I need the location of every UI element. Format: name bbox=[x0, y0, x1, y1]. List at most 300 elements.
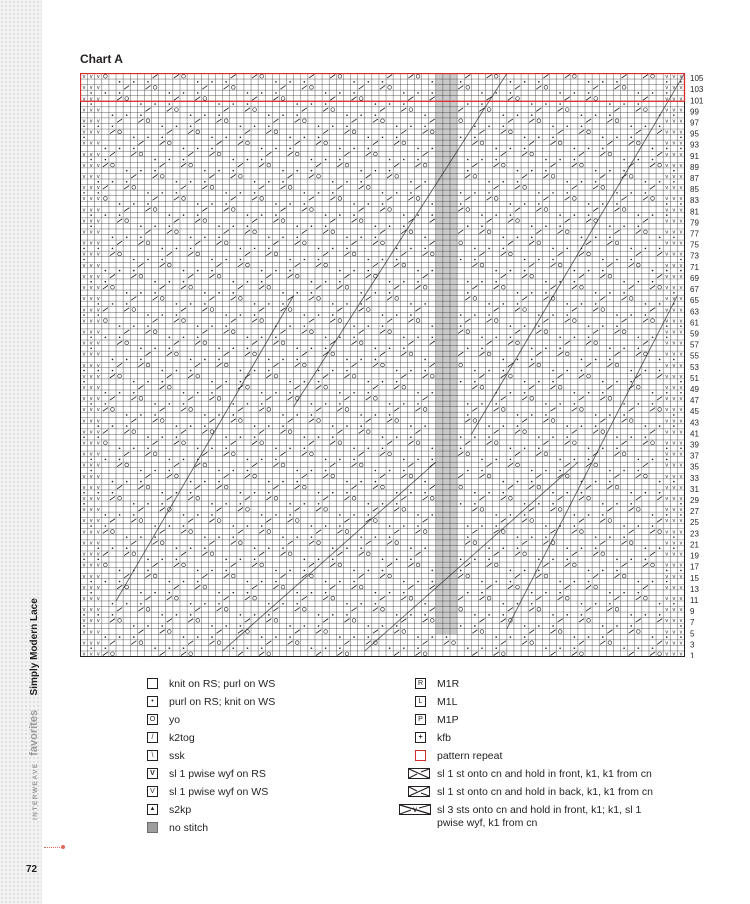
stitch-purl-mark bbox=[574, 270, 576, 272]
stitch-slip-glyph: v bbox=[96, 129, 100, 136]
stitch-purl-mark bbox=[382, 447, 384, 449]
stitch-purl-mark bbox=[574, 281, 576, 283]
stitch-purl-mark bbox=[183, 647, 185, 649]
stitch-purl-mark bbox=[602, 503, 604, 505]
stitch-purl-mark bbox=[403, 336, 405, 338]
stitch-purl-mark bbox=[176, 248, 178, 250]
stitch-slip-glyph: v bbox=[82, 595, 86, 602]
stitch-purl-mark bbox=[638, 592, 640, 594]
stitch-slip-glyph: v bbox=[96, 118, 100, 125]
stitch-purl-mark bbox=[652, 636, 654, 638]
stitch-slip-glyph: v bbox=[679, 129, 683, 136]
stitch-purl-mark bbox=[531, 103, 533, 105]
stitch-slip-glyph: v bbox=[82, 396, 86, 403]
stitch-purl-mark bbox=[638, 403, 640, 405]
stitch-purl-mark bbox=[360, 181, 362, 183]
no-stitch-band bbox=[436, 74, 457, 635]
stitch-purl-mark bbox=[254, 559, 256, 561]
stitch-purl-mark bbox=[417, 270, 419, 272]
stitch-purl-mark bbox=[133, 381, 135, 383]
stitch-purl-mark bbox=[346, 125, 348, 127]
stitch-purl-mark bbox=[623, 536, 625, 538]
stitch-purl-mark bbox=[588, 325, 590, 327]
stitch-purl-mark bbox=[538, 314, 540, 316]
stitch-slip-glyph: v bbox=[665, 651, 669, 658]
stitch-purl-mark bbox=[431, 459, 433, 461]
stitch-purl-mark bbox=[112, 614, 114, 616]
stitch-purl-mark bbox=[169, 581, 171, 583]
stitch-purl-mark bbox=[232, 281, 234, 283]
stitch-slip-glyph: v bbox=[89, 296, 93, 303]
stitch-purl-mark bbox=[474, 370, 476, 372]
stitch-slip-glyph: v bbox=[665, 251, 669, 258]
stitch-purl-mark bbox=[623, 292, 625, 294]
stitch-purl-mark bbox=[588, 581, 590, 583]
stitch-slip-glyph: v bbox=[665, 529, 669, 536]
stitch-purl-mark bbox=[652, 148, 654, 150]
stitch-purl-mark bbox=[225, 503, 227, 505]
stitch-purl-mark bbox=[133, 203, 135, 205]
stitch-purl-mark bbox=[218, 603, 220, 605]
stitch-purl-mark bbox=[602, 259, 604, 261]
stitch-purl-mark bbox=[538, 559, 540, 561]
stitch-purl-mark bbox=[389, 403, 391, 405]
stitch-purl-mark bbox=[126, 481, 128, 483]
stitch-purl-mark bbox=[616, 81, 618, 83]
stitch-purl-mark bbox=[296, 114, 298, 116]
stitch-purl-mark bbox=[531, 536, 533, 538]
stitch-purl-mark bbox=[488, 425, 490, 427]
stitch-purl-mark bbox=[183, 525, 185, 527]
stitch-purl-mark bbox=[126, 603, 128, 605]
stitch-purl-mark bbox=[332, 181, 334, 183]
stitch-purl-mark bbox=[460, 81, 462, 83]
stitch-purl-mark bbox=[296, 470, 298, 472]
row-label: 49 bbox=[690, 384, 699, 394]
stitch-purl-mark bbox=[183, 459, 185, 461]
stitch-purl-mark bbox=[126, 303, 128, 305]
stitch-slip-glyph: v bbox=[679, 229, 683, 236]
stitch-purl-mark bbox=[666, 636, 668, 638]
stitch-purl-mark bbox=[325, 92, 327, 94]
stitch-purl-mark bbox=[680, 203, 682, 205]
stitch-purl-mark bbox=[275, 392, 277, 394]
stitch-slip-glyph: v bbox=[82, 373, 86, 380]
stitch-slip-glyph: v bbox=[672, 473, 676, 480]
stitch-purl-mark bbox=[147, 447, 149, 449]
stitch-purl-mark bbox=[673, 181, 675, 183]
stitch-slip-glyph: v bbox=[679, 484, 683, 491]
stitch-purl-mark bbox=[680, 381, 682, 383]
stitch-purl-mark bbox=[524, 81, 526, 83]
stitch-slip-glyph: v bbox=[679, 440, 683, 447]
stitch-purl-mark bbox=[503, 547, 505, 549]
stitch-slip-glyph: v bbox=[679, 262, 683, 269]
stitch-slip-glyph: v bbox=[89, 451, 93, 458]
stitch-purl-mark bbox=[602, 381, 604, 383]
stitch-purl-mark bbox=[190, 125, 192, 127]
stitch-purl-mark bbox=[296, 481, 298, 483]
stitch-purl-mark bbox=[552, 314, 554, 316]
stitch-purl-mark bbox=[339, 281, 341, 283]
stitch-purl-mark bbox=[524, 381, 526, 383]
stitch-purl-mark bbox=[133, 625, 135, 627]
stitch-purl-mark bbox=[403, 92, 405, 94]
stitch-purl-mark bbox=[268, 181, 270, 183]
stitch-purl-mark bbox=[609, 359, 611, 361]
stitch-slip-glyph: v bbox=[89, 140, 93, 147]
stitch-purl-mark bbox=[538, 625, 540, 627]
stitch-purl-mark bbox=[531, 292, 533, 294]
stitch-slip-glyph: v bbox=[665, 240, 669, 247]
stitch-purl-mark bbox=[147, 503, 149, 505]
stitch-purl-mark bbox=[254, 192, 256, 194]
stitch-purl-mark bbox=[126, 359, 128, 361]
stitch-purl-mark bbox=[474, 137, 476, 139]
stitch-slip-glyph: v bbox=[82, 518, 86, 525]
stitch-slip-glyph: v bbox=[82, 140, 86, 147]
stitch-purl-mark bbox=[552, 503, 554, 505]
stitch-purl-mark bbox=[559, 581, 561, 583]
stitch-purl-mark bbox=[353, 392, 355, 394]
stitch-purl-mark bbox=[481, 281, 483, 283]
stitch-slip-glyph: v bbox=[89, 251, 93, 258]
stitch-slip-glyph: v bbox=[672, 107, 676, 114]
stitch-slip-glyph: v bbox=[679, 340, 683, 347]
stitch-purl-mark bbox=[602, 514, 604, 516]
stitch-purl-mark bbox=[367, 503, 369, 505]
stitch-slip-glyph: v bbox=[82, 296, 86, 303]
stitch-slip-glyph: v bbox=[679, 251, 683, 258]
stitch-purl-mark bbox=[495, 214, 497, 216]
stitch-slip-glyph: v bbox=[82, 651, 86, 658]
stitch-purl-mark bbox=[304, 192, 306, 194]
stitch-slip-glyph: v bbox=[665, 296, 669, 303]
stitch-slip-glyph: v bbox=[665, 262, 669, 269]
stitch-purl-mark bbox=[389, 348, 391, 350]
stitch-purl-mark bbox=[190, 614, 192, 616]
stitch-purl-mark bbox=[467, 414, 469, 416]
stitch-purl-mark bbox=[588, 214, 590, 216]
stitch-purl-mark bbox=[595, 303, 597, 305]
stitch-purl-mark bbox=[332, 370, 334, 372]
stitch-purl-mark bbox=[666, 81, 668, 83]
stitch-purl-mark bbox=[332, 547, 334, 549]
stitch-purl-mark bbox=[126, 292, 128, 294]
stitch-purl-mark bbox=[581, 614, 583, 616]
stitch-purl-mark bbox=[609, 592, 611, 594]
stitch-purl-mark bbox=[424, 114, 426, 116]
stitch-slip-glyph: v bbox=[96, 451, 100, 458]
stitch-purl-mark bbox=[609, 481, 611, 483]
stitch-purl-mark bbox=[119, 81, 121, 83]
stitch-purl-mark bbox=[545, 292, 547, 294]
stitch-slip-glyph: v bbox=[679, 507, 683, 514]
stitch-purl-mark bbox=[218, 348, 220, 350]
stitch-purl-mark bbox=[474, 614, 476, 616]
stitch-purl-mark bbox=[403, 281, 405, 283]
stitch-purl-mark bbox=[545, 592, 547, 594]
stitch-purl-mark bbox=[247, 336, 249, 338]
stitch-purl-mark bbox=[396, 503, 398, 505]
stitch-slip-glyph: v bbox=[82, 529, 86, 536]
stitch-purl-mark bbox=[325, 581, 327, 583]
stitch-purl-mark bbox=[552, 192, 554, 194]
stitch-purl-mark bbox=[481, 581, 483, 583]
stitch-slip-glyph: v bbox=[82, 329, 86, 336]
stitch-slip-glyph: v bbox=[82, 507, 86, 514]
stitch-purl-mark bbox=[673, 414, 675, 416]
stitch-slip-glyph: v bbox=[665, 496, 669, 503]
stitch-purl-mark bbox=[247, 281, 249, 283]
stitch-purl-mark bbox=[304, 570, 306, 572]
stitch-purl-mark bbox=[105, 525, 107, 527]
stitch-purl-mark bbox=[602, 81, 604, 83]
stitch-purl-mark bbox=[161, 137, 163, 139]
stitch-purl-mark bbox=[488, 125, 490, 127]
stitch-purl-mark bbox=[154, 159, 156, 161]
stitch-purl-mark bbox=[552, 625, 554, 627]
knit-square-icon bbox=[147, 678, 158, 689]
stitch-purl-mark bbox=[431, 81, 433, 83]
stitch-purl-mark bbox=[161, 314, 163, 316]
stitch-purl-mark bbox=[339, 581, 341, 583]
stitch-purl-mark bbox=[83, 248, 85, 250]
stitch-purl-mark bbox=[126, 425, 128, 427]
stitch-purl-mark bbox=[275, 336, 277, 338]
stitch-purl-mark bbox=[339, 336, 341, 338]
stitch-purl-mark bbox=[268, 547, 270, 549]
stitch-purl-mark bbox=[190, 603, 192, 605]
row-label: 41 bbox=[690, 429, 699, 439]
stitch-slip-glyph: v bbox=[96, 351, 100, 358]
row-label: 37 bbox=[690, 451, 699, 461]
stitch-purl-mark bbox=[424, 125, 426, 127]
stitch-purl-mark bbox=[126, 114, 128, 116]
stitch-purl-mark bbox=[346, 236, 348, 238]
stitch-purl-mark bbox=[460, 625, 462, 627]
stitch-purl-mark bbox=[318, 381, 320, 383]
stitch-purl-mark bbox=[510, 148, 512, 150]
stitch-slip-glyph: v bbox=[679, 451, 683, 458]
stitch-purl-mark bbox=[311, 403, 313, 405]
stitch-slip-glyph: v bbox=[96, 429, 100, 436]
stitch-purl-mark bbox=[83, 614, 85, 616]
stitch-purl-mark bbox=[389, 470, 391, 472]
stitch-purl-mark bbox=[595, 114, 597, 116]
stitch-purl-mark bbox=[211, 447, 213, 449]
stitch-purl-mark bbox=[559, 403, 561, 405]
row-label: 17 bbox=[690, 562, 699, 572]
stitch-slip-glyph: v bbox=[89, 473, 93, 480]
stitch-purl-mark bbox=[531, 592, 533, 594]
stitch-purl-mark bbox=[204, 536, 206, 538]
stitch-purl-mark bbox=[652, 647, 654, 649]
stitch-purl-mark bbox=[176, 192, 178, 194]
stitch-slip-glyph: v bbox=[665, 340, 669, 347]
stitch-purl-mark bbox=[616, 259, 618, 261]
brand-name: INTERWEAVE bbox=[32, 762, 39, 820]
stitch-slip-glyph: v bbox=[665, 584, 669, 591]
stitch-purl-mark bbox=[346, 303, 348, 305]
stitch-purl-mark bbox=[275, 636, 277, 638]
stitch-purl-mark bbox=[623, 159, 625, 161]
stitch-purl-mark bbox=[417, 148, 419, 150]
stitch-purl-mark bbox=[119, 447, 121, 449]
stitch-slip-glyph: v bbox=[82, 240, 86, 247]
stitch-purl-mark bbox=[503, 481, 505, 483]
stitch-slip-glyph: v bbox=[82, 440, 86, 447]
stitch-purl-mark bbox=[147, 81, 149, 83]
stitch-purl-mark bbox=[275, 459, 277, 461]
stitch-purl-mark bbox=[304, 203, 306, 205]
cable-three-icon bbox=[399, 804, 431, 815]
stitch-purl-mark bbox=[112, 359, 114, 361]
stitch-slip-glyph: v bbox=[89, 429, 93, 436]
stitch-purl-mark bbox=[83, 259, 85, 261]
stitch-slip-glyph: v bbox=[96, 484, 100, 491]
stitch-purl-mark bbox=[417, 392, 419, 394]
stitch-purl-mark bbox=[161, 248, 163, 250]
row-label: 23 bbox=[690, 529, 699, 539]
stitch-slip-glyph: v bbox=[82, 185, 86, 192]
stitch-purl-mark bbox=[176, 303, 178, 305]
stitch-purl-mark bbox=[176, 125, 178, 127]
stitch-purl-mark bbox=[375, 359, 377, 361]
row-label: 13 bbox=[690, 584, 699, 594]
stitch-purl-mark bbox=[673, 536, 675, 538]
stitch-purl-mark bbox=[616, 325, 618, 327]
stitch-purl-mark bbox=[467, 170, 469, 172]
stitch-purl-mark bbox=[595, 236, 597, 238]
stitch-purl-mark bbox=[218, 414, 220, 416]
stitch-purl-mark bbox=[360, 547, 362, 549]
stitch-purl-mark bbox=[311, 103, 313, 105]
stitch-purl-mark bbox=[638, 92, 640, 94]
stitch-purl-mark bbox=[282, 547, 284, 549]
stitch-purl-mark bbox=[410, 547, 412, 549]
m1l-icon: L bbox=[415, 696, 426, 707]
stitch-purl-mark bbox=[645, 492, 647, 494]
stitch-purl-mark bbox=[204, 603, 206, 605]
cable-three-label: sl 3 sts onto cn and hold in front, k1; k1, sl 1 pwise wyf, k1 from cn bbox=[437, 804, 642, 829]
stitch-slip-glyph: v bbox=[89, 407, 93, 414]
stitch-purl-mark bbox=[90, 103, 92, 105]
stitch-purl-mark bbox=[289, 137, 291, 139]
stitch-purl-mark bbox=[211, 503, 213, 505]
stitch-purl-mark bbox=[225, 314, 227, 316]
stitch-purl-mark bbox=[566, 614, 568, 616]
stitch-purl-mark bbox=[659, 248, 661, 250]
stitch-purl-mark bbox=[524, 503, 526, 505]
stitch-slip-glyph: v bbox=[89, 573, 93, 580]
stitch-purl-mark bbox=[346, 481, 348, 483]
stitch-purl-mark bbox=[524, 203, 526, 205]
stitch-slip-glyph: v bbox=[665, 140, 669, 147]
stitch-purl-mark bbox=[424, 481, 426, 483]
stitch-slip-glyph: v bbox=[96, 384, 100, 391]
stitch-purl-mark bbox=[190, 303, 192, 305]
row-label: 51 bbox=[690, 373, 699, 383]
stitch-purl-mark bbox=[332, 559, 334, 561]
stitch-slip-glyph: v bbox=[665, 307, 669, 314]
stitch-purl-mark bbox=[225, 192, 227, 194]
stitch-purl-mark bbox=[574, 581, 576, 583]
cable-front-icon bbox=[408, 768, 430, 779]
stitch-slip-glyph: v bbox=[672, 218, 676, 225]
stitch-purl-mark bbox=[311, 525, 313, 527]
stitch-purl-mark bbox=[311, 470, 313, 472]
stitch-purl-mark bbox=[503, 492, 505, 494]
stitch-purl-mark bbox=[510, 459, 512, 461]
stitch-purl-mark bbox=[119, 325, 121, 327]
stitch-purl-mark bbox=[495, 514, 497, 516]
stitch-purl-mark bbox=[133, 447, 135, 449]
stitch-purl-mark bbox=[623, 525, 625, 527]
stitch-purl-mark bbox=[133, 259, 135, 261]
stitch-purl-mark bbox=[268, 370, 270, 372]
stitch-purl-mark bbox=[311, 292, 313, 294]
stitch-slip-glyph: v bbox=[679, 640, 683, 647]
stitch-purl-mark bbox=[261, 647, 263, 649]
row-label: 65 bbox=[690, 296, 699, 306]
stitch-purl-mark bbox=[623, 103, 625, 105]
stitch-purl-mark bbox=[431, 581, 433, 583]
stitch-purl-mark bbox=[424, 370, 426, 372]
stitch-slip-glyph: v bbox=[665, 207, 669, 214]
stitch-slip-glyph: v bbox=[679, 96, 683, 103]
stitch-purl-mark bbox=[638, 581, 640, 583]
stitch-purl-mark bbox=[652, 525, 654, 527]
stitch-purl-mark bbox=[503, 248, 505, 250]
stitch-purl-mark bbox=[318, 137, 320, 139]
stitch-purl-mark bbox=[474, 314, 476, 316]
stitch-purl-mark bbox=[97, 181, 99, 183]
stitch-purl-mark bbox=[630, 314, 632, 316]
stitch-slip-glyph: v bbox=[679, 207, 683, 214]
stitch-purl-mark bbox=[673, 292, 675, 294]
stitch-purl-mark bbox=[659, 492, 661, 494]
stitch-slip-glyph: v bbox=[672, 162, 676, 169]
stitch-purl-mark bbox=[495, 403, 497, 405]
stitch-purl-mark bbox=[119, 92, 121, 94]
stitch-purl-mark bbox=[574, 525, 576, 527]
stitch-purl-mark bbox=[503, 236, 505, 238]
stitch-purl-mark bbox=[90, 159, 92, 161]
stitch-slip-glyph: v bbox=[96, 607, 100, 614]
stitch-purl-mark bbox=[503, 359, 505, 361]
stitch-slip-glyph: v bbox=[89, 96, 93, 103]
stitch-purl-mark bbox=[339, 525, 341, 527]
stitch-purl-mark bbox=[630, 370, 632, 372]
stitch-purl-mark bbox=[424, 181, 426, 183]
stitch-slip-glyph: v bbox=[96, 285, 100, 292]
stitch-purl-mark bbox=[431, 148, 433, 150]
stitch-slip-glyph: v bbox=[96, 373, 100, 380]
stitch-purl-mark bbox=[538, 259, 540, 261]
stitch-purl-mark bbox=[183, 214, 185, 216]
stitch-purl-mark bbox=[602, 625, 604, 627]
stitch-purl-mark bbox=[367, 625, 369, 627]
stitch-slip-glyph: v bbox=[679, 285, 683, 292]
row-label: 1 bbox=[690, 651, 695, 658]
stitch-slip-glyph: v bbox=[672, 373, 676, 380]
stitch-purl-mark bbox=[602, 392, 604, 394]
stitch-purl-mark bbox=[90, 348, 92, 350]
stitch-purl-mark bbox=[410, 303, 412, 305]
stitch-purl-mark bbox=[318, 559, 320, 561]
stitch-purl-mark bbox=[183, 581, 185, 583]
